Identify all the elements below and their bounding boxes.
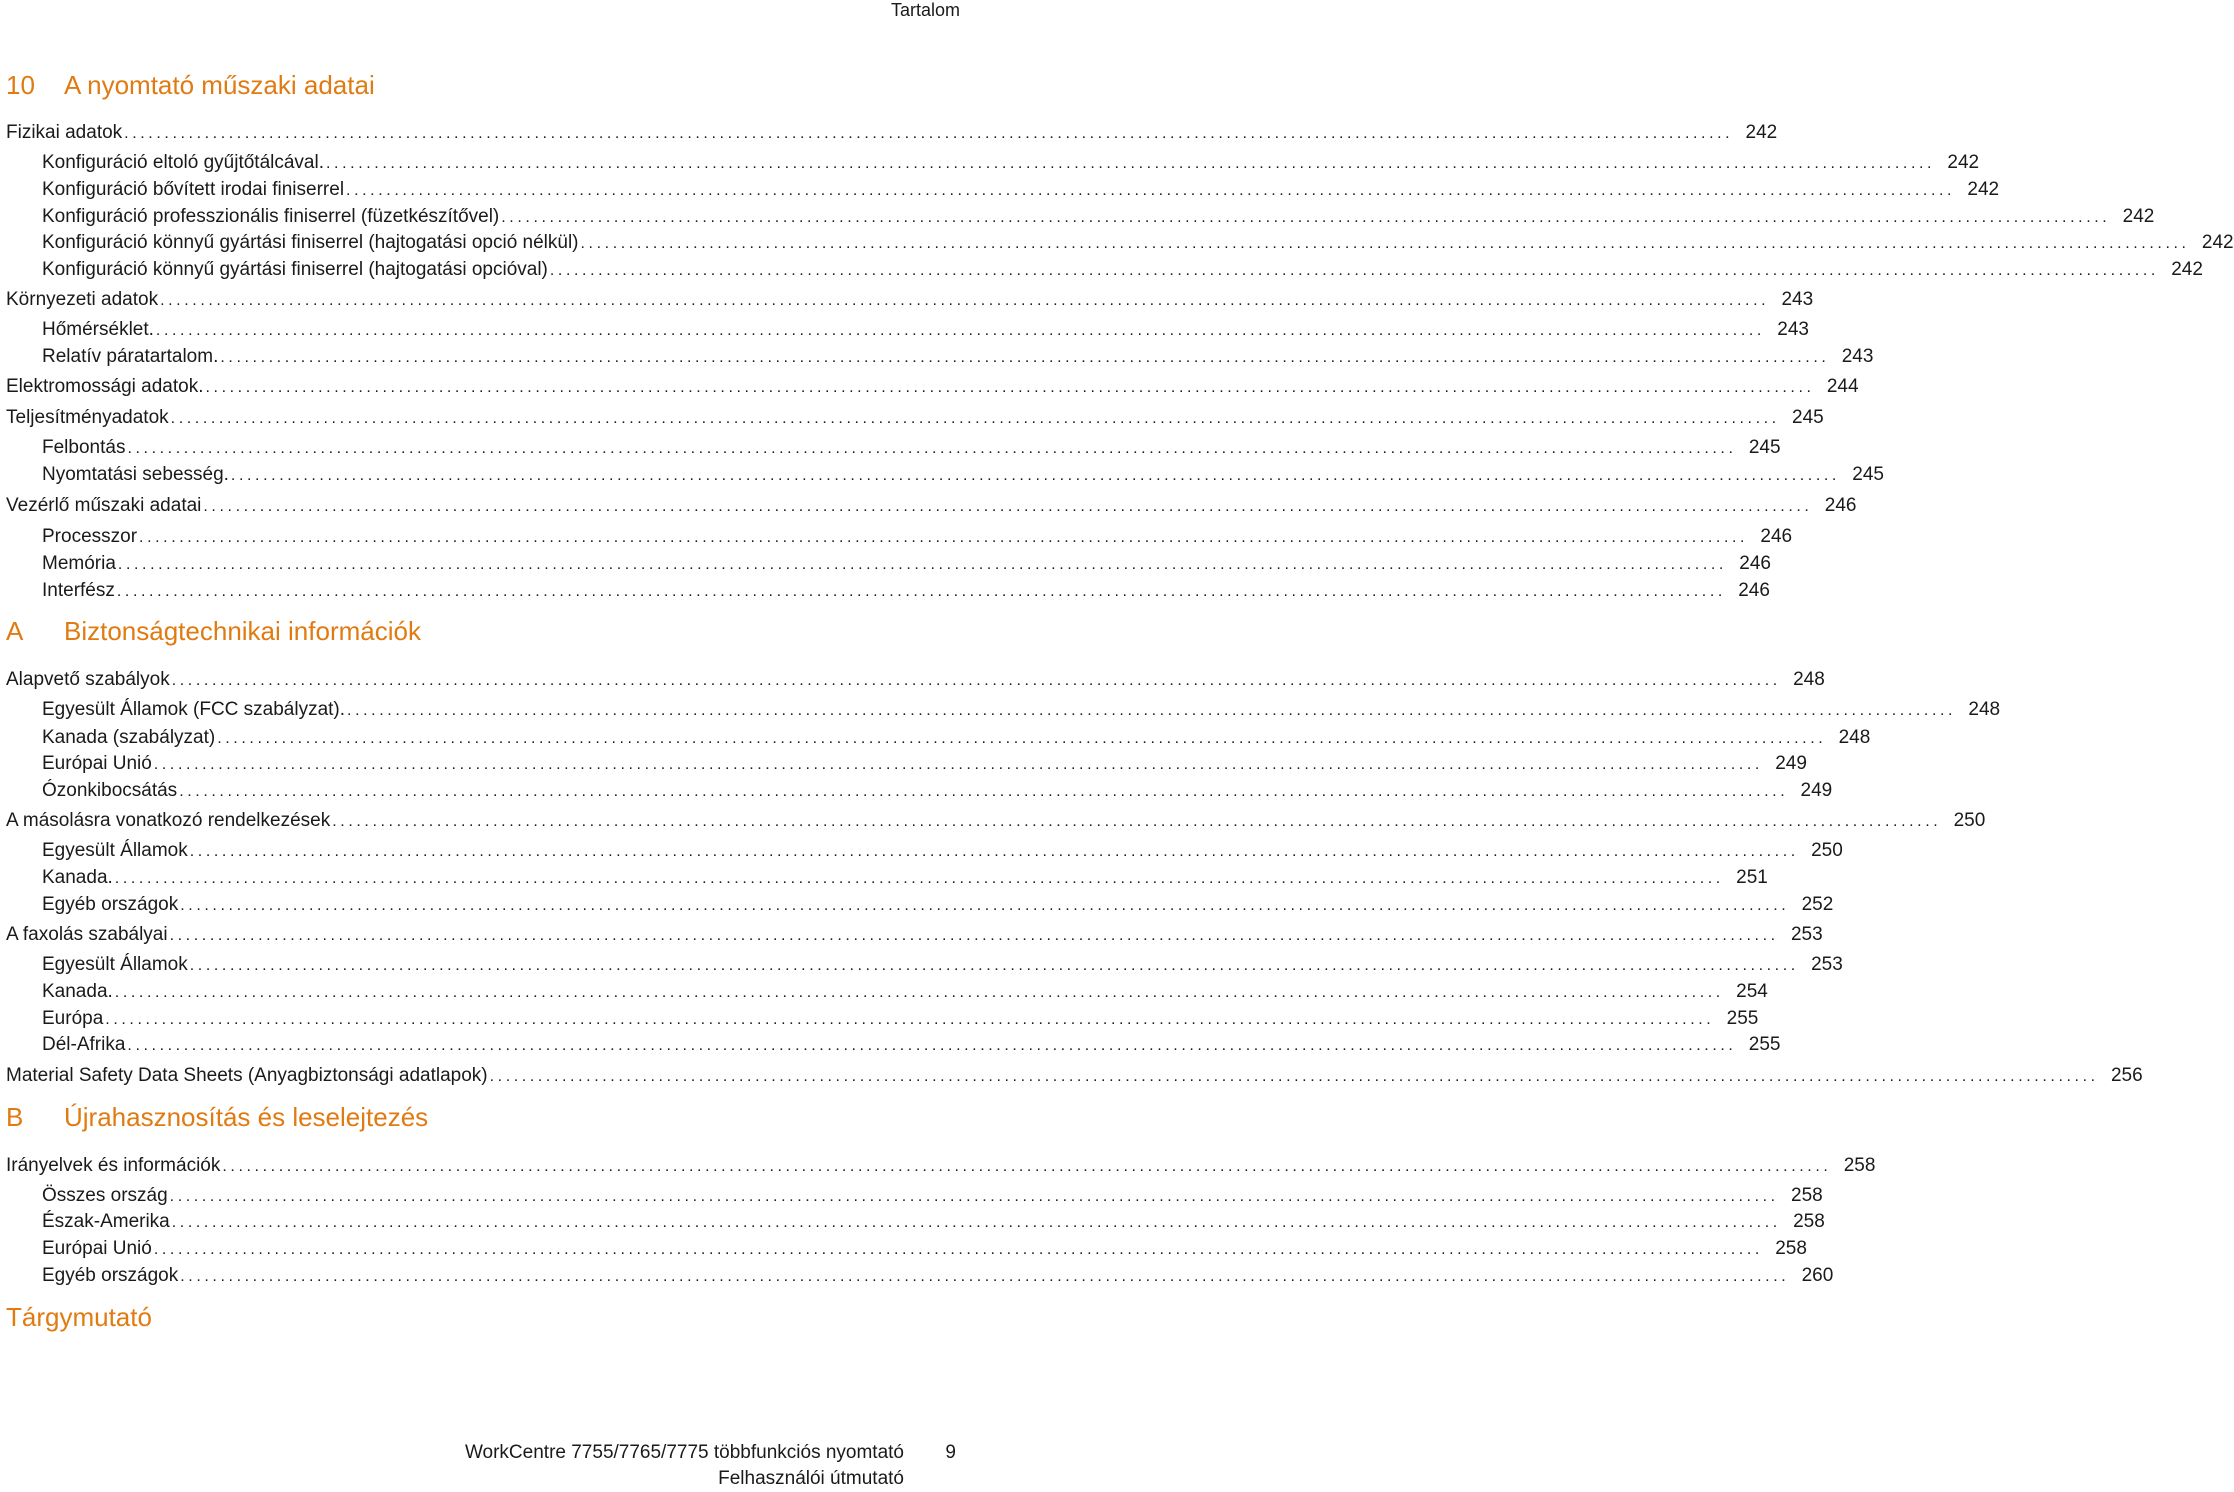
toc-leader-dots: ........................................................................................................................................................................................................ (105, 1011, 1715, 1028)
toc-entry-label: Dél-Afrika (42, 1034, 126, 1055)
toc-leader-dots: ........................................................................................................................................................................................................ (114, 870, 1724, 887)
toc-entry-page: 250 (1811, 840, 1843, 861)
toc-entry-label: A másolásra vonatkozó rendelkezések (6, 810, 331, 831)
toc-entry[interactable] (6, 120, 1778, 144)
toc-leader-dots: ........................................................................................................................................................................................................ (169, 927, 1779, 944)
toc-entry[interactable] (6, 1153, 1876, 1177)
toc-entry[interactable] (42, 1263, 1834, 1287)
toc-leader-dots: ........................................................................................................................................................................................................ (549, 262, 2159, 279)
toc-leader-dots: ........................................................................................................................................................................................................ (155, 322, 1765, 339)
toc-entry-label: Egyesült Államok (42, 954, 188, 975)
page-footer (465, 1440, 904, 1492)
toc-entry-label: Konfiguráció könnyű gyártási finiserrel (hajtogatási opcióval) (42, 259, 548, 280)
toc-leader-dots: ........................................................................................................................................................................................................ (153, 756, 1763, 773)
toc-entry[interactable] (42, 1032, 1781, 1056)
toc-entry-page: 246 (1739, 553, 1771, 574)
toc-entry-label: Egyéb országok (42, 1265, 179, 1286)
toc-leader-dots: ........................................................................................................................................................................................................ (489, 1068, 2099, 1085)
toc-entry-page: 255 (1726, 1008, 1759, 1029)
chapter-title: Biztonságtechnikai információk (64, 616, 421, 646)
toc-leader-dots: ........................................................................................................................................................................................................ (222, 1158, 1832, 1175)
toc-leader-dots: ........................................................................................................................................................................................................ (189, 843, 1799, 860)
toc-entry-page: 242 (2201, 232, 2234, 253)
toc-entry-label: Elektromossági adatok. (6, 376, 204, 397)
toc-entry[interactable] (6, 667, 1825, 691)
toc-leader-dots: ........................................................................................................................................................................................................ (205, 379, 1815, 396)
toc-entry[interactable] (42, 952, 1843, 976)
toc-leader-dots: ........................................................................................................................................................................................................ (326, 155, 1936, 172)
toc-entry[interactable] (42, 317, 1809, 341)
toc-entry[interactable] (6, 287, 1814, 311)
toc-entry-label: Alapvető szabályok (6, 669, 170, 690)
toc-entry-page: 253 (1811, 954, 1843, 975)
toc-entry-page: 258 (1793, 1211, 1825, 1232)
toc-entry-label: Konfiguráció professzionális finiserrel (füzetkészítővel) (42, 206, 500, 227)
toc-leader-dots: ........................................................................................................................................................................................................ (117, 556, 1727, 573)
toc-entry-page: 258 (1775, 1238, 1807, 1259)
toc-leader-dots: ........................................................................................................................................................................................................ (230, 467, 1840, 484)
toc-entry-label: Material Safety Data Sheets (Anyagbiztonsági adatlapok) (6, 1065, 488, 1086)
toc-entry-page: 248 (1838, 727, 1871, 748)
chapter-heading[interactable] (6, 1102, 428, 1132)
toc-entry-label: Fizikai adatok (6, 122, 123, 143)
toc-entry-page: 243 (1777, 319, 1809, 340)
toc-entry[interactable] (42, 462, 1884, 486)
chapter-title: A nyomtató műszaki adatai (64, 70, 375, 100)
toc-entry-label: Processzor (42, 526, 138, 547)
toc-leader-dots: ........................................................................................................................................................................................................ (220, 349, 1830, 366)
toc-entry-label: Európai Unió (42, 753, 152, 774)
toc-entry[interactable] (6, 1063, 2143, 1087)
toc-entry-label: Ózonkibocsátás (42, 780, 178, 801)
toc-entry[interactable] (42, 177, 2000, 201)
toc-entry-page: 242 (1967, 179, 2000, 200)
toc-entry[interactable] (42, 1006, 1759, 1030)
toc-entry-label: Konfiguráció bővített irodai finiserrel (42, 179, 345, 200)
toc-entry-page: 253 (1790, 924, 1823, 945)
toc-entry[interactable] (42, 778, 1833, 802)
toc-entry[interactable] (42, 435, 1781, 459)
toc-entry[interactable] (6, 808, 1986, 832)
toc-entry-page: 246 (1738, 580, 1770, 601)
toc-entry-label: Konfiguráció könnyű gyártási finiserrel (hajtogatási opció nélkül) (42, 232, 579, 253)
toc-leader-dots: ........................................................................................................................................................................................................ (180, 897, 1790, 914)
toc-entry-label: Irányelvek és információk (6, 1155, 221, 1176)
footer-page-number: 9 (945, 1442, 956, 1463)
toc-entry[interactable] (6, 922, 1823, 946)
toc-entry[interactable] (42, 725, 1871, 749)
toc-entry-page: 258 (1791, 1185, 1823, 1206)
toc-entry-page: 249 (1775, 753, 1807, 774)
toc-leader-dots: ........................................................................................................................................................................................................ (580, 235, 2190, 252)
toc-entry-label: Környezeti adatok (6, 289, 159, 310)
toc-entry[interactable] (42, 1236, 1807, 1260)
toc-entry[interactable] (42, 150, 1980, 174)
chapter-heading[interactable] (6, 70, 375, 100)
chapter-number: A (6, 616, 24, 646)
running-header: Tartalom (890, 0, 960, 20)
toc-entry-page: 242 (2171, 259, 2203, 280)
toc-leader-dots: ........................................................................................................................................................................................................ (124, 125, 1734, 142)
toc-leader-dots: ........................................................................................................................................................................................................ (501, 209, 2111, 226)
toc-entry-page: 243 (1781, 289, 1814, 310)
chapter-title: Tárgymutató (6, 1302, 152, 1332)
toc-entry[interactable] (6, 405, 1824, 429)
toc-entry-page: 248 (1968, 699, 2001, 720)
toc-entry-label: Interfész (42, 580, 115, 601)
toc-entry-page: 246 (1824, 495, 1857, 516)
footer-product: WorkCentre 7755/7765/7775 többfunkciós nyomtató (464, 1442, 904, 1463)
toc-entry-label: Európa (42, 1008, 104, 1029)
toc-entry[interactable] (42, 979, 1768, 1003)
toc-entry-page: 260 (1801, 1265, 1834, 1286)
toc-entry[interactable] (42, 751, 1807, 775)
toc-entry[interactable] (42, 838, 1843, 862)
toc-leader-dots: ........................................................................................................................................................................................................ (127, 440, 1737, 457)
toc-entry-page: 245 (1792, 407, 1824, 428)
toc-entry[interactable] (42, 551, 1771, 575)
toc-entry[interactable] (42, 257, 2203, 281)
toc-entry-page: 251 (1736, 867, 1768, 888)
chapter-number: 10 (6, 70, 35, 100)
toc-entry-page: 245 (1852, 464, 1884, 485)
toc-leader-dots: ........................................................................................................................................................................................................ (171, 1214, 1781, 1231)
toc-leader-dots: ........................................................................................................................................................................................................ (203, 498, 1813, 515)
toc-entry[interactable] (42, 1209, 1825, 1233)
toc-entry-page: 242 (1745, 122, 1778, 143)
toc-entry-label: Összes ország (42, 1185, 168, 1206)
toc-leader-dots: ........................................................................................................................................................................................................ (180, 1268, 1790, 1285)
toc-leader-dots: ........................................................................................................................................................................................................ (160, 292, 1770, 309)
toc-leader-dots: ........................................................................................................................................................................................................ (170, 410, 1780, 427)
toc-entry[interactable] (42, 204, 2155, 228)
toc-entry-label: Felbontás (42, 437, 126, 458)
toc-leader-dots: ........................................................................................................................................................................................................ (179, 783, 1789, 800)
toc-entry[interactable] (42, 1183, 1823, 1207)
toc-leader-dots: ........................................................................................................................................................................................................ (171, 672, 1781, 689)
toc-entry-page: 250 (1953, 810, 1986, 831)
chapter-heading[interactable] (6, 1302, 152, 1332)
toc-leader-dots: ........................................................................................................................................................................................................ (153, 1241, 1763, 1258)
toc-entry-label: A faxolás szabályai (6, 924, 168, 945)
toc-entry-page: 242 (1947, 152, 1980, 173)
toc-entry-page: 242 (2122, 206, 2155, 227)
toc-entry-label: Egyéb országok (42, 894, 179, 915)
toc-leader-dots: ........................................................................................................................................................................................................ (114, 984, 1724, 1001)
toc-leader-dots: ........................................................................................................................................................................................................ (116, 583, 1726, 600)
toc-entry-page: 246 (1760, 526, 1793, 547)
toc-entry-page: 258 (1843, 1155, 1876, 1176)
toc-leader-dots: ........................................................................................................................................................................................................ (139, 529, 1749, 546)
toc-entry-label: Relatív páratartalom. (42, 346, 219, 367)
toc-entry-label: Észak-Amerika (42, 1211, 170, 1232)
toc-leader-dots: ........................................................................................................................................................................................................ (189, 957, 1799, 974)
toc-entry-page: 256 (2110, 1065, 2143, 1086)
toc-entry-label: Hőmérséklet. (42, 319, 154, 340)
toc-entry-label: Nyomtatási sebesség. (42, 464, 229, 485)
toc-entry-label: Kanada. (42, 981, 113, 1002)
toc-entry-label: Teljesítményadatok (6, 407, 169, 428)
toc-entry[interactable] (42, 892, 1834, 916)
toc-entry-page: 248 (1793, 669, 1825, 690)
chapter-heading[interactable] (6, 616, 421, 646)
toc-leader-dots: ........................................................................................................................................................................................................ (169, 1188, 1779, 1205)
toc-leader-dots: ........................................................................................................................................................................................................ (127, 1037, 1737, 1054)
toc-entry-page: 249 (1800, 780, 1833, 801)
toc-entry[interactable] (42, 865, 1768, 889)
toc-entry-page: 252 (1801, 894, 1834, 915)
toc-entry[interactable] (6, 374, 1859, 398)
chapter-title: Újrahasznosítás és leselejtezés (64, 1102, 429, 1132)
toc-entry[interactable] (42, 578, 1770, 602)
toc-entry-label: Kanada. (42, 867, 113, 888)
toc-entry-label: Egyesült Államok (42, 840, 188, 861)
toc-entry-label: Memória (42, 553, 116, 574)
toc-entry-page: 255 (1748, 1034, 1781, 1055)
chapter-number: B (6, 1102, 24, 1132)
toc-entry-label: Kanada (szabályzat) (42, 727, 216, 748)
toc-entry-page: 254 (1736, 981, 1768, 1002)
toc-leader-dots: ........................................................................................................................................................................................................ (217, 730, 1827, 747)
toc-entry[interactable] (42, 344, 1874, 368)
toc-leader-dots: ........................................................................................................................................................................................................ (346, 182, 1956, 199)
toc-entry[interactable] (42, 230, 2234, 254)
toc-entry-page: 245 (1748, 437, 1781, 458)
toc-leader-dots: ........................................................................................................................................................................................................ (347, 702, 1957, 719)
toc-leader-dots: ........................................................................................................................................................................................................ (332, 813, 1942, 830)
toc-entry-page: 244 (1826, 376, 1859, 397)
toc-entry[interactable] (6, 493, 1857, 517)
toc-entry-page: 243 (1841, 346, 1874, 367)
toc-entry-label: Európai Unió (42, 1238, 152, 1259)
toc-entry-label: Vezérlő műszaki adatai (6, 495, 202, 516)
toc-entry-label: Konfiguráció eltoló gyűjtőtálcával. (42, 152, 325, 173)
toc-entry-label: Egyesült Államok (FCC szabályzat). (42, 699, 346, 720)
toc-entry[interactable] (42, 524, 1793, 548)
footer-guide: Felhasználói útmutató (718, 1468, 904, 1489)
toc-entry[interactable] (42, 697, 2001, 721)
